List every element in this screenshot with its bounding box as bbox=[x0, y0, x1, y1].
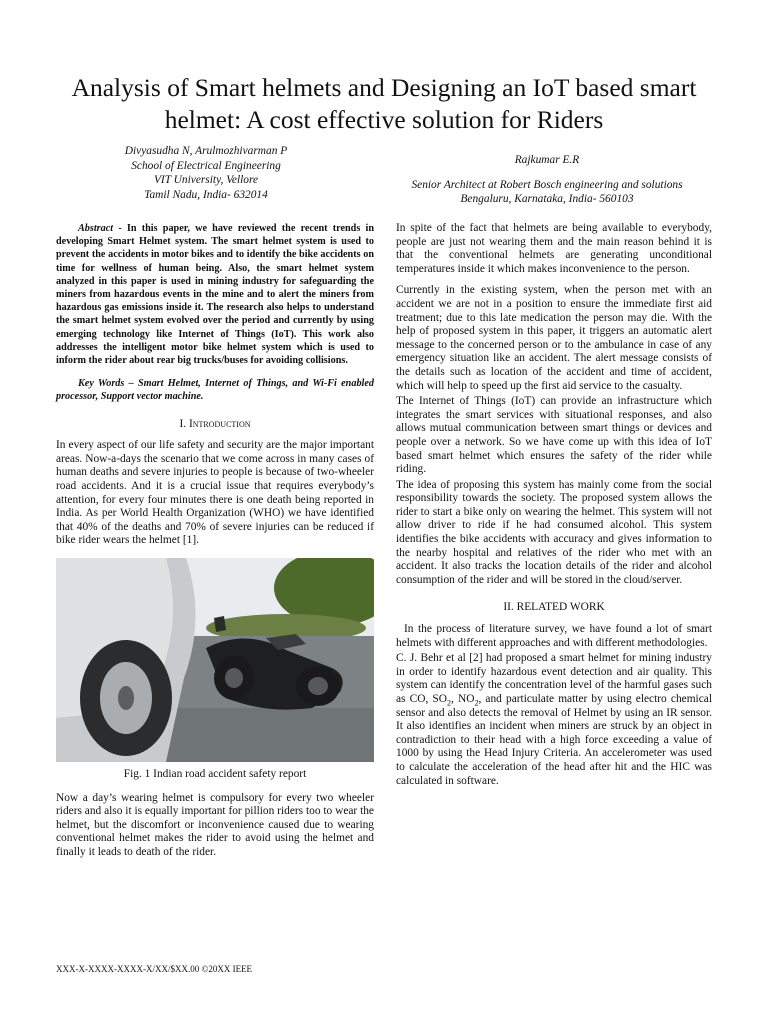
keywords: Key Words – Smart Helmet, Internet of Things, and Wi-Fi enabled processor, Support vector machine. bbox=[56, 378, 374, 403]
section-heading-related-work: II. RELATED WORK bbox=[503, 601, 605, 614]
author-location: Tamil Nadu, India- 632014 bbox=[144, 188, 268, 201]
right-paragraph-3: The Internet of Things (IoT) can provide an infrastructure which integrates the smart services with situational responses, and also allows mutual communication between smart things or devices and people over a network. So we have come up with this idea of IoT based smart helmet which ensures the safety of the rider while riding. bbox=[396, 395, 712, 476]
copyright-footer: XXX-X-XXXX-XXXX-X/XX/$XX.00 ©20XX IEEE bbox=[56, 964, 253, 974]
author-location: Bengaluru, Karnataka, India- 560103 bbox=[460, 193, 634, 206]
author-affiliation: Senior Architect at Robert Bosch engineering and solutions bbox=[411, 178, 683, 191]
subscript-2: 2 bbox=[474, 698, 479, 708]
related-text-a: C. J. Behr et al [2] had proposed a smart helmet for mining industry in order to identify hazardous event detection and air quality. This system can identify the concentration level of the harmful gases such as CO, SO bbox=[396, 652, 712, 705]
author-block-1 bbox=[96, 144, 316, 202]
intro-paragraph-2: Now a day’s wearing helmet is compulsory for every two wheeler riders and also it is equally important for pillion riders too to wear the helmet, but the discomfort or inconvenience caused due to wearing conventional helmet makes the rider to avoid using the helmet and finally it leads to death of the rider. bbox=[56, 791, 374, 858]
related-work-paragraph-1: In the process of literature survey, we have found a lot of smart helmets with different approaches and with different methodologies. bbox=[396, 623, 712, 649]
section-number: I. bbox=[179, 417, 189, 430]
author-name: Rajkumar E.R bbox=[514, 154, 580, 166]
left-column bbox=[56, 222, 374, 862]
author-university: VIT University, Vellore bbox=[153, 174, 259, 187]
author-spacer bbox=[382, 168, 712, 178]
related-text-c: , and particulate matter by using electro chemical sensor and also detects the removal of Helmet by using an IR sensor. It also identifies an incident when miners are struck by an object in contradiction to their head with a high force exceeding a value of 1000 by using the Head Injury Criteria. An accelerometer was used to calculate the acceleration of the head after hit and the HIC was calculated in software. bbox=[396, 693, 712, 787]
related-text-b: , NO bbox=[451, 693, 475, 705]
accident-photo bbox=[56, 558, 374, 762]
related-work-paragraph-2 bbox=[396, 652, 712, 788]
right-paragraph-2: Currently in the existing system, when the person met with an accident we are not in a position to ensure the immediate first aid treatment; due to this late medication the person may die. With the help of proposed system in this paper, it triggers an automatic alert message to the concerned person or to the ambulance in case of any emergency situation like an accident. The alert message consists of the details such as location of the accident and time of accident, which will help to speed up the first aid service to the casualty. bbox=[396, 284, 712, 392]
accident-photo-illustration bbox=[56, 558, 374, 762]
abstract bbox=[56, 222, 374, 367]
paper-title: Analysis of Smart helmets and Designing an IoT based smart helmet: A cost effective solution for Riders bbox=[71, 73, 697, 134]
right-paragraph-1: In spite of the fact that helmets are being available to everybody, people are just not wearing them and the main reason behind it is that the conventional helmets are generating unconditional temperatures inside it which makes inconvenience to the person. bbox=[396, 222, 712, 275]
section-title: Introduction bbox=[188, 417, 251, 430]
figure-caption: Fig. 1 Indian road accident safety report bbox=[123, 767, 307, 780]
section-heading-introduction bbox=[56, 418, 374, 432]
abstract-text: - In this paper, we have reviewed the recent trends in developing Smart Helmet system. The smart helmet system is used to prevent the accidents in motor bikes and to identify the bike accidents on time for wellness of human being. Also, the smart helmet system analyzed in this paper is used in mining industry for safeguarding the miners from hazardous events in the mine and to alert the miners from hazardous gas emissions inside it. The research also helps to understand the smart helmet system evolved over the period and currently by using emerging technology like Internet of Things (IoT). This work also addresses the intelligent motor bike helmet system which is used to inform the rider about rear big trucks/buses for avoiding collisions. bbox=[56, 223, 374, 367]
author-names: Divyasudha N, Arulmozhivarman P bbox=[124, 145, 288, 157]
author-block-2 bbox=[382, 153, 712, 207]
author-school: School of Electrical Engineering bbox=[131, 159, 281, 172]
right-column bbox=[396, 222, 712, 790]
subscript-2: 2 bbox=[447, 698, 451, 708]
intro-paragraph-1: In every aspect of our life safety and security are the major important areas. Now-a-days the scenario that we come across in many cases of human deaths and severe injuries to people is because of two-wheeler road accidents. And it is a crucial issue that requires everybody’s attention, for every four minutes there is one death being reported in India. As per World Health Organization (WHO) we have identified that 40% of the deaths and 70% of severe injuries can be reduced if bike rider wears the helmet [1]. bbox=[56, 439, 374, 547]
abstract-lead: Abstract bbox=[78, 223, 114, 234]
right-paragraph-4: The idea of proposing this system has mainly come from the social responsibility towards the society. The proposed system allows the rider to start a bike only on wearing the helmet. This system will not allow driver to ride if he had consumed alcohol. This system identifies the bike accidents with accuracy and gives information to the nearby hospital and relatives of the rider who met with an accident. It also tracks the location details of the rider and alcohol consumption of the rider and will be stored in the cloud/server. bbox=[396, 478, 712, 586]
